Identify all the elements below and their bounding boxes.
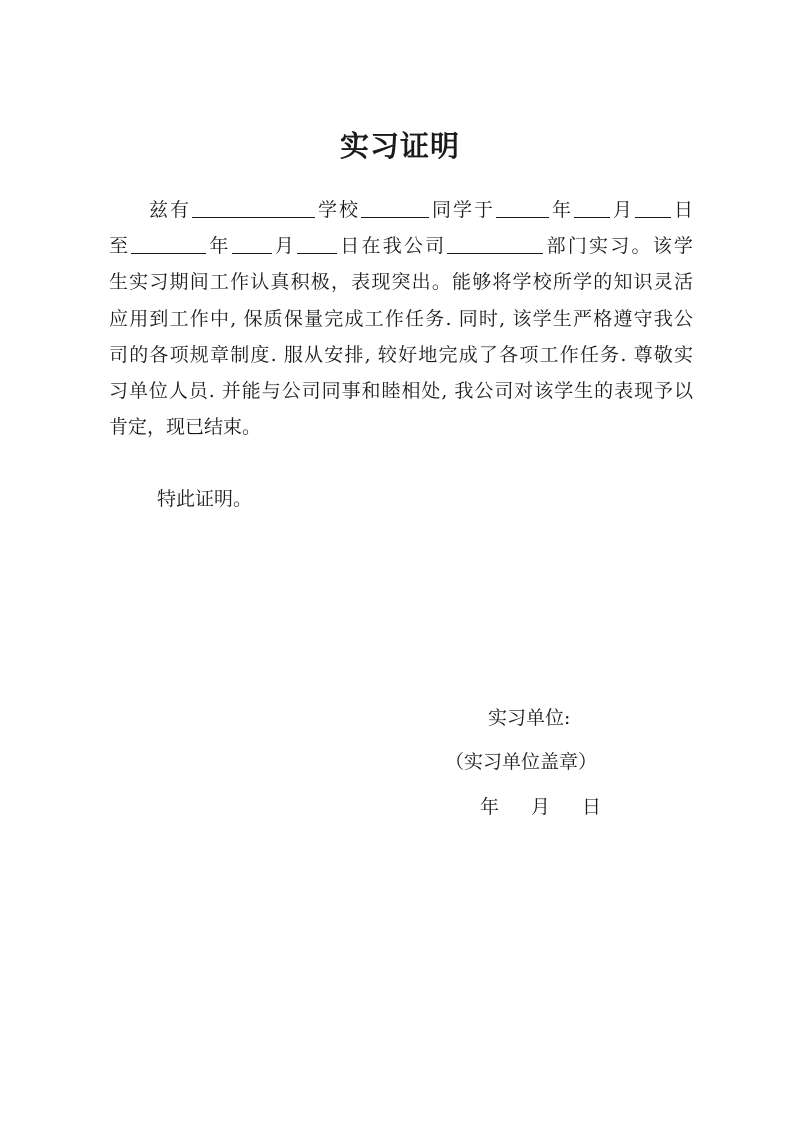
paragraph-line-6: 习单位人员. 并能与公司同事和睦相处, 我公司对该学生的表现予以 <box>109 379 693 402</box>
paragraph-line-2 <box>109 228 693 264</box>
end-month-blank[interactable] <box>232 234 272 254</box>
start-day-blank[interactable] <box>635 198 671 218</box>
paragraph-line-3: 生实习期间工作认真积极，表现突出。能够将学校所学的知识灵活 <box>109 271 693 294</box>
signature-day: 日 <box>582 796 602 818</box>
signature-date <box>480 792 601 819</box>
closing-statement: 特此证明。 <box>157 488 253 510</box>
text-month-1: 月 <box>610 199 634 221</box>
end-year-blank[interactable] <box>131 234 206 254</box>
text-month-2: 月 <box>272 235 297 258</box>
start-year-blank[interactable] <box>496 198 549 218</box>
text-zi-you: 兹有 <box>147 199 191 221</box>
signature-stamp-label: （实习单位盖章） <box>445 751 598 773</box>
paragraph-line-4: 应用到工作中, 保质保量完成工作任务. 同时, 该学生严格遵守我公 <box>109 307 693 330</box>
text-year-1: 年 <box>549 199 573 221</box>
text-year-2: 年 <box>207 235 231 258</box>
text-day-at-company: 日在我公司 <box>338 235 447 258</box>
department-blank[interactable] <box>447 234 543 254</box>
signature-year: 年 <box>480 796 500 818</box>
document-title: 实习证明 <box>339 129 460 163</box>
text-dept-intern: 部门实习。该学 <box>544 235 693 258</box>
signature-unit-label: 实习单位: <box>488 707 571 729</box>
text-to: 至 <box>109 235 131 258</box>
text-school: 学校 <box>315 199 360 221</box>
text-classmate-on: 同学于 <box>429 199 495 221</box>
student-name-blank[interactable] <box>361 198 429 218</box>
start-month-blank[interactable] <box>574 198 610 218</box>
text-day-1: 日 <box>671 199 693 221</box>
school-blank[interactable] <box>192 198 315 218</box>
paragraph-line-5: 司的各项规章制度. 服从安排, 较好地完成了各项工作任务. 尊敬实 <box>109 343 693 366</box>
end-day-blank[interactable] <box>297 234 337 254</box>
signature-month: 月 <box>531 796 551 818</box>
certificate-paragraph <box>109 192 693 445</box>
paragraph-line-1 <box>109 192 693 228</box>
paragraph-line-7: 肯定，现已结束。 <box>109 416 262 439</box>
